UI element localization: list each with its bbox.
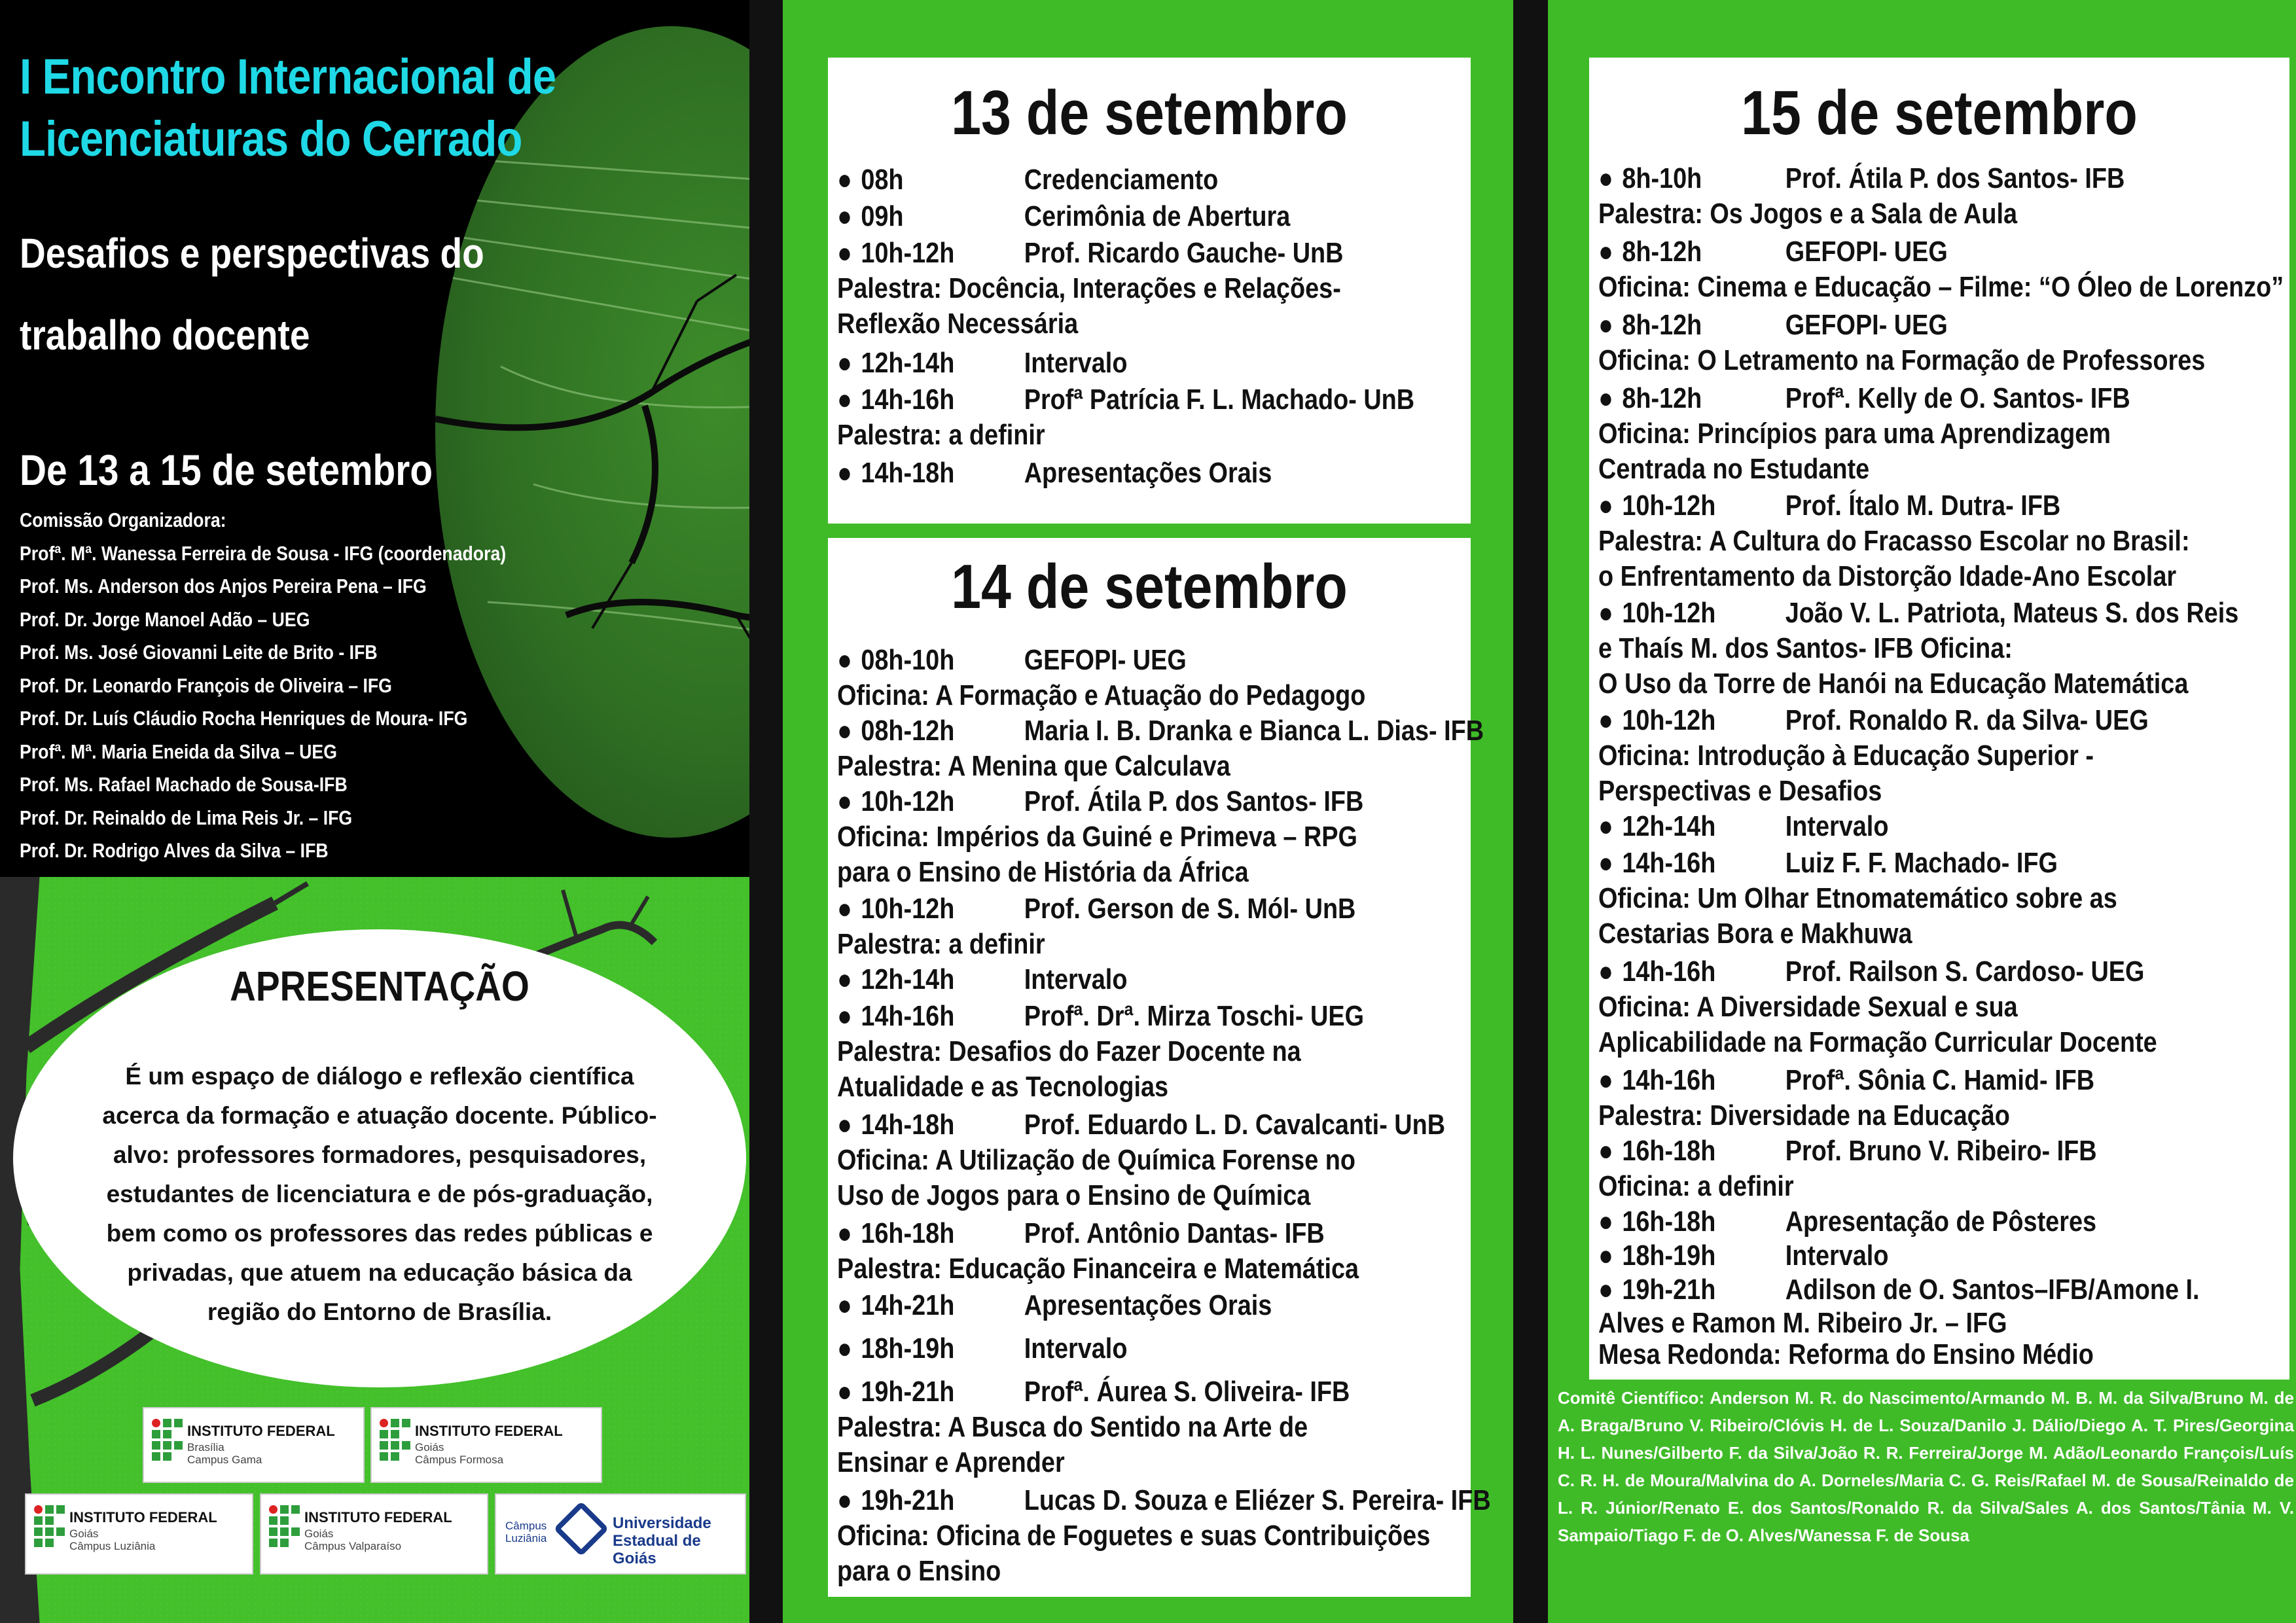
committee-member: Prof. Dr. Jorge Manoel Adão – UEG: [20, 607, 310, 631]
subtitle-line1: Desafios e perspectivas do: [20, 230, 484, 277]
schedule-item: ● 14h-21h Apresentações Orais: [837, 1289, 1272, 1321]
schedule-item: ● 10h-12h Prof. Gerson de S. Mól- UnB Palestra: a definir: [837, 893, 1356, 960]
schedule-item: ● 08h Credenciamento: [837, 164, 1219, 196]
logo-name: INSTITUTO FEDERAL: [69, 1509, 217, 1525]
schedule-item: ● 8h-12h Profª. Kelly de O. Santos- IFB Oficina: Princípios para uma Aprendizagem Centrada no Estudante: [1598, 382, 2130, 485]
if-logo-icon: [269, 1505, 300, 1551]
schedule-item: ● 16h-18h Apresentação de Pôsteres: [1598, 1205, 2097, 1238]
schedule-item: ● 8h-12h GEFOPI- UEG Oficina: O Letramento na Formação de Professores: [1598, 309, 2206, 376]
if-logo-icon: [34, 1505, 65, 1551]
schedule-item: ● 08h-12h Maria I. B. Dranka e Bianca L. Dias- IFB Palestra: A Menina que Calculava: [837, 715, 1484, 782]
event-title-line2: Licenciaturas do Cerrado: [20, 111, 522, 167]
committee-member: Profª. Mª. Wanessa Ferreira de Sousa - IFG (coordenadora): [20, 541, 507, 565]
logo-if-goias-luziania: [25, 1493, 253, 1575]
event-title-line1: I Encontro Internacional de: [20, 49, 556, 105]
left-panel: [0, 0, 749, 1623]
organizing-committee: [20, 504, 506, 868]
day13-card: [828, 58, 1471, 524]
schedule-item: ● 14h-16h Profª. Sônia C. Hamid- IFB Palestra: Diversidade na Educação: [1598, 1064, 2095, 1132]
schedule-item: ● 12h-14h Intervalo: [1598, 810, 1889, 842]
schedule-item: ● 09h Cerimônia de Abertura: [837, 200, 1291, 232]
committee-member: Prof. Dr. Leonardo François de Oliveira – IFG: [20, 673, 392, 697]
committee-heading: Comissão Organizadora:: [20, 508, 226, 531]
ueg-logo-icon: [554, 1501, 609, 1557]
fold-divider-left: [749, 0, 783, 1623]
apresentacao-oval: [13, 929, 746, 1387]
event-subtitle: [20, 213, 484, 376]
committee-member: Prof. Ms. Anderson dos Anjos Pereira Pena – IFG: [20, 575, 427, 597]
committee-member: Prof. Ms. José Giovanni Leite de Brito - IFB: [20, 641, 378, 664]
committee-member: Prof. Ms. Rafael Machado de Sousa-IFB: [20, 773, 348, 796]
day15-title: 15 de setembro: [1741, 78, 2138, 148]
if-logo-icon: [152, 1419, 183, 1465]
event-title: [20, 46, 556, 170]
fold-divider-right: [1513, 0, 1548, 1623]
schedule-item: ● 10h-12h João V. L. Patriota, Mateus S. dos Reis e Thaís M. dos Santos- IFB Oficina: O Uso da Torre de Hanói na Educação Matemática: [1598, 597, 2239, 700]
event-dates: De 13 a 15 de setembro: [20, 446, 433, 494]
schedule-item: ● 16h-18h Prof. Bruno V. Ribeiro- IFB Oficina: a definir: [1598, 1135, 2097, 1202]
apresentacao-text: É um espaço de diálogo e reflexão científica acerca da formação e atuação docente. Público-alvo: professores formadores, pesquisadores, estudantes de licenciatura e de pós-graduação, bem como os professores das redes públicas e privadas, que atuem na educação básica da região do Entorno de Brasília.: [102, 1063, 657, 1325]
day14-title: 14 de setembro: [951, 552, 1348, 622]
schedule-item: ● 8h-10h Prof. Átila P. dos Santos- IFB Palestra: Os Jogos e a Sala de Aula: [1598, 162, 2125, 230]
logo-if-brasilia-gama: [143, 1407, 365, 1483]
schedule-item: ● 14h-16h Luiz F. F. Machado- IFG Oficina: Um Olhar Etnomatemático sobre as Cestarias Bora e Makhuwa: [1598, 847, 2117, 950]
day15-card: [1589, 58, 2289, 1380]
schedule-item: ● 19h-21h Profª. Áurea S. Oliveira- IFB Palestra: A Busca do Sentido na Arte de Ensinar e Aprender: [837, 1376, 1350, 1478]
schedule-item: ● 14h-16h Prof. Railson S. Cardoso- UEG Oficina: A Diversidade Sexual e sua Aplicabilidade na Formação Curricular Docente: [1598, 955, 2157, 1058]
logo-name: INSTITUTO FEDERAL: [415, 1423, 563, 1439]
schedule-item: ● 12h-14h Intervalo: [837, 347, 1128, 379]
schedule-item: ● 19h-21h Lucas D. Souza e Eliézer S. Pereira- IFB Oficina: Oficina de Foguetes e suas Contribuições para o Ensino: [837, 1484, 1491, 1587]
logo-sub: Goiás Câmpus Valparaíso: [304, 1527, 402, 1552]
committee-member: Prof. Dr. Rodrigo Alves da Silva – IFB: [20, 839, 329, 862]
logo-sub: Goiás Câmpus Luziânia: [69, 1527, 156, 1552]
schedule-item: ● 10h-12h Prof. Átila P. dos Santos- IFB Oficina: Impérios da Guiné e Primeva – RPG para o Ensino de História da África: [837, 785, 1364, 888]
schedule-item: ● 19h-21h Adilson de O. Santos–IFB/Amone I. Alves e Ramon M. Ribeiro Jr. – IFG Mesa Redonda: Reforma do Ensino Médio: [1598, 1274, 2200, 1370]
schedule-item: ● 16h-18h Prof. Antônio Dantas- IFB Palestra: Educação Financeira e Matemática: [837, 1217, 1359, 1285]
committee-member: Profª. Mª. Maria Eneida da Silva – UEG: [20, 740, 337, 763]
schedule-item: ● 12h-14h Intervalo: [837, 963, 1128, 995]
logo-ueg-luziania: [495, 1493, 746, 1575]
logo-name: INSTITUTO FEDERAL: [304, 1509, 452, 1525]
schedule-item: ● 10h-12h Prof. Ítalo M. Dutra- IFB Palestra: A Cultura do Fracasso Escolar no Brasil: o Enfrentamento da Distorção Idade-Ano Escolar: [1598, 490, 2190, 592]
apresentacao-title: APRESENTAÇÃO: [230, 963, 529, 1010]
right-panel: [1548, 0, 2296, 1623]
logo-sub: Goiás Câmpus Formosa: [415, 1441, 504, 1466]
schedule-item: ● 8h-12h GEFOPI- UEG Oficina: Cinema e Educação – Filme: “O Óleo de Lorenzo”: [1598, 236, 2284, 303]
ueg-name: Universidade Estadual de Goiás: [613, 1514, 711, 1567]
ueg-campus-label: Câmpus Luziânia: [505, 1520, 547, 1544]
if-logo-icon: [380, 1419, 411, 1465]
schedule-item: ● 18h-19h Intervalo: [837, 1332, 1128, 1364]
day14-card: [828, 538, 1491, 1597]
schedule-item: ● 14h-16h Profª. Drª. Mirza Toschi- UEG Palestra: Desafios do Fazer Docente na Atualidade e as Tecnologias: [837, 1000, 1365, 1103]
comite-cientifico: Comitê Científico: Anderson M. R. do Nascimento/Armando M. B. M. da Silva/Bruno M. de A. Braga/Bruno V. Ribeiro/Clóvis H. de L. Souza/Danilo J. Dálio/Diego A. T. Pires/Georgina H. L. Nunes/Gilberto F. da Silva/João R. R. Ferreira/Jorge M. Adão/Leonardo François/Luís C. R. H. de Moura/Malvina do A. Dorneles/Maria C. G. Reis/Rafael M. de Sousa/Reinaldo de L. R. Júnior/Renato E. dos Santos/Ronaldo R. da Silva/Sales A. dos Santos/Tânia M. V. Sampaio/Tiago F. de O. Alves/Wanessa F. de Sousa: [1558, 1388, 2294, 1545]
schedule-item: ● 18h-19h Intervalo: [1598, 1240, 1889, 1272]
schedule-item: ● 08h-10h GEFOPI- UEG Oficina: A Formação e Atuação do Pedagogo: [837, 644, 1366, 711]
committee-member: Prof. Dr. Luís Cláudio Rocha Henriques de Moura- IFG: [20, 707, 468, 730]
schedule-item: ● 14h-18h Apresentações Orais: [837, 457, 1272, 489]
logo-if-goias-valparaiso: [260, 1493, 488, 1575]
committee-member: Prof. Dr. Reinaldo de Lima Reis Jr. – IFG: [20, 806, 353, 829]
logo-name: INSTITUTO FEDERAL: [187, 1423, 335, 1439]
logo-sub: Brasília Campus Gama: [187, 1441, 262, 1466]
schedule-item: ● 10h-12h Prof. Ronaldo R. da Silva- UEG Oficina: Introdução à Educação Superior - Perspectivas e Desafios: [1598, 704, 2149, 807]
day13-title: 13 de setembro: [951, 78, 1348, 148]
schedule-item: ● 14h-18h Prof. Eduardo L. D. Cavalcanti- UnB Oficina: A Utilização de Química Forense no Uso de Jogos para o Ensino de Química: [837, 1109, 1446, 1211]
schedule-item: ● 14h-16h Profª Patrícia F. L. Machado- UnB Palestra: a definir: [837, 383, 1415, 451]
middle-panel: [783, 0, 1513, 1623]
subtitle-line2: trabalho docente: [20, 312, 310, 359]
logo-if-goias-formosa: [370, 1407, 602, 1483]
schedule-item: ● 10h-12h Prof. Ricardo Gauche- UnB Palestra: Docência, Interações e Relações- Reflexão Necessária: [837, 237, 1344, 340]
